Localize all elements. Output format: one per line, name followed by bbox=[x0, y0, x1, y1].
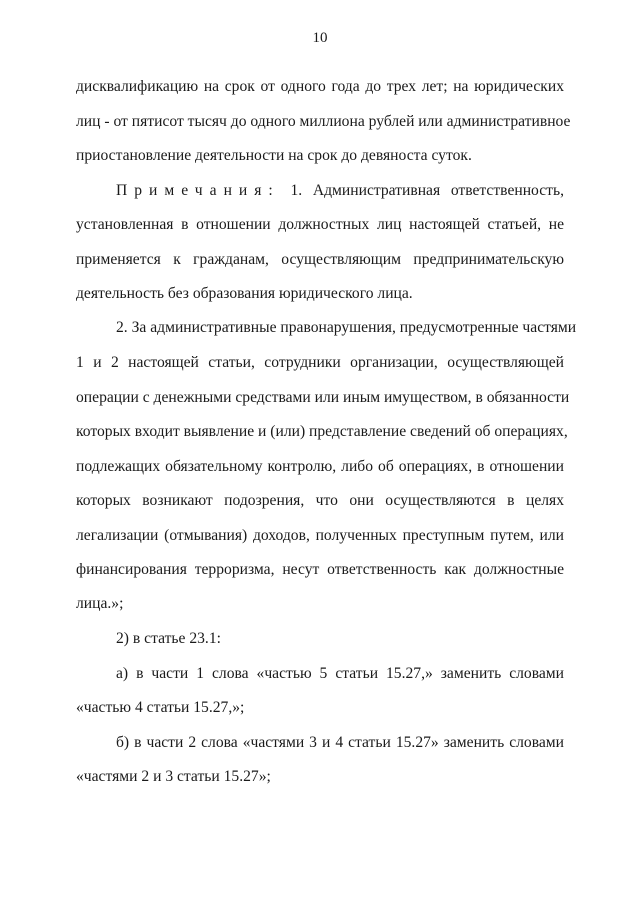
paragraph-1-line-1: дисквалификацию на срок от одного года до трех лет; на юридических bbox=[76, 78, 564, 95]
paragraph-1-line-3: приостановление деятельности на срок до девяноста суток. bbox=[76, 147, 472, 164]
paragraph-3-line-3: операции с денежными средствами или иным имуществом, в обязанности bbox=[76, 389, 570, 406]
paragraph-3-line-1: 2. За административные правонарушения, предусмотренные частями bbox=[116, 319, 577, 336]
paragraph-1-line-2: лиц - от пятисот тысяч до одного миллиона рублей или административное bbox=[76, 113, 571, 130]
item-2-line-1: 2) в статье 23.1: bbox=[116, 630, 221, 647]
paragraph-3-line-6: которых возникают подозрения, что они осуществляются в целях bbox=[76, 492, 564, 509]
paragraph-3-line-9: лица.»; bbox=[76, 595, 124, 612]
paragraph-3-line-8: финансирования терроризма, несут ответственность как должностные bbox=[76, 561, 564, 578]
item-a-line-2: «частью 4 статьи 15.27,»; bbox=[76, 699, 245, 716]
item-b-line-1: б) в части 2 слова «частями 3 и 4 статьи 15.27» заменить словами bbox=[116, 734, 564, 751]
notes-heading: Примечания: bbox=[116, 182, 280, 199]
paragraph-3-line-2: 1 и 2 настоящей статьи, сотрудники организации, осуществляющей bbox=[76, 354, 564, 371]
notes-line-3: применяется к гражданам, осуществляющим предпринимательскую bbox=[76, 251, 564, 268]
paragraph-3-line-4: которых входит выявление и (или) представление сведений об операциях, bbox=[76, 423, 568, 440]
notes-first-line bbox=[116, 181, 564, 201]
notes-line-4: деятельность без образования юридического лица. bbox=[76, 285, 413, 302]
notes-line-1-text: 1. Административная ответственность, bbox=[279, 182, 564, 199]
item-b-line-2: «частями 2 и 3 статьи 15.27»; bbox=[76, 768, 271, 785]
item-a-line-1: а) в части 1 слова «частью 5 статьи 15.27,» заменить словами bbox=[116, 665, 564, 682]
paragraph-3-line-7: легализации (отмывания) доходов, полученных преступным путем, или bbox=[76, 527, 564, 544]
notes-line-2: установленная в отношении должностных лиц настоящей статьей, не bbox=[76, 216, 564, 233]
page-number: 10 bbox=[312, 30, 328, 46]
paragraph-3-line-5: подлежащих обязательному контролю, либо об операциях, в отношении bbox=[76, 458, 564, 475]
